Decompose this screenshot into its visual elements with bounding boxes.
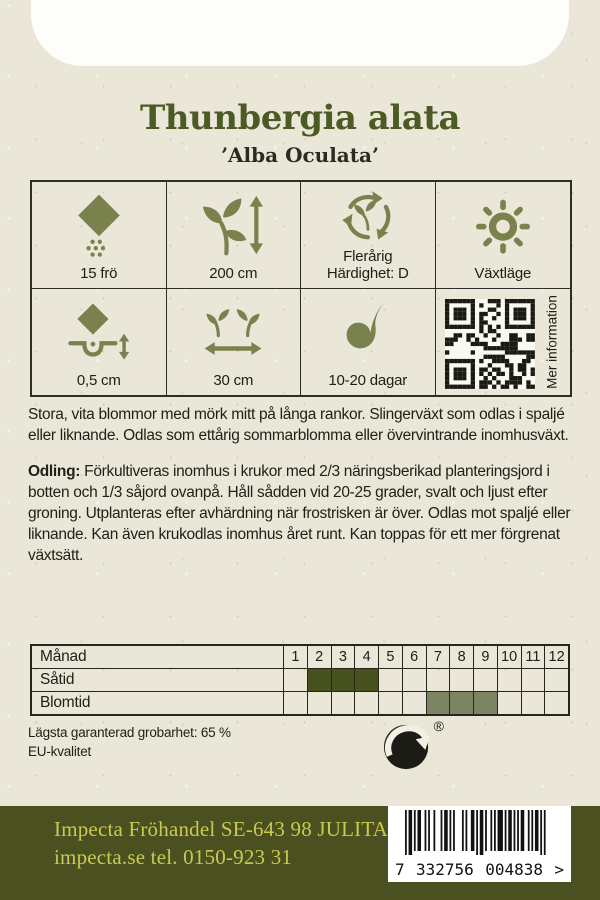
info-cell-plant-spacing xyxy=(167,289,302,396)
calendar-cell xyxy=(427,669,451,691)
calendar-month-8: 8 xyxy=(450,646,474,668)
info-cell-plant-height xyxy=(167,182,302,289)
calendar-cell xyxy=(379,692,403,714)
info-cell-lifecycle xyxy=(301,182,436,289)
info-cell-seed-count xyxy=(32,182,167,289)
calendar-month-1: 1 xyxy=(284,646,308,668)
calendar-header-label: Månad xyxy=(32,646,284,668)
footer-contact: impecta.se tel. 0150-923 31 xyxy=(54,845,293,869)
calendar-cell xyxy=(545,692,568,714)
germination-time-label: 10-20 dagar xyxy=(328,372,408,389)
calendar-cell xyxy=(450,692,474,714)
calendar-cell xyxy=(379,669,403,691)
calendar-cell xyxy=(284,692,308,714)
calendar-month-2: 2 xyxy=(308,646,332,668)
calendar-cell xyxy=(498,669,522,691)
calendar-row-bloom xyxy=(32,691,568,714)
plant-spacing-label: 30 cm xyxy=(213,372,254,389)
calendar-cell xyxy=(403,669,427,691)
green-dot-icon xyxy=(382,718,444,773)
variety-name: ’Alba Oculata’ xyxy=(221,143,379,167)
sowing-depth-icon xyxy=(67,289,131,373)
calendar-row-sowing xyxy=(32,668,568,691)
calendar-cell xyxy=(498,692,522,714)
bloom-row-label: Blomtid xyxy=(32,692,284,714)
qr-code-icon xyxy=(445,299,535,389)
sowing-depth-label: 0,5 cm xyxy=(76,372,121,389)
plant-title: Thunbergia alata xyxy=(139,98,461,138)
registered-mark: ® xyxy=(433,718,444,734)
info-cell-position xyxy=(436,182,571,289)
seed-count-label: 15 frö xyxy=(80,264,118,282)
calendar-cell xyxy=(545,669,568,691)
plant-height-label: 200 cm xyxy=(209,264,258,282)
calendar-cell xyxy=(403,692,427,714)
sun-icon xyxy=(474,182,532,265)
calendar-month-6: 6 xyxy=(403,646,427,668)
position-label: Växtläge xyxy=(474,264,532,282)
calendar-month-5: 5 xyxy=(379,646,403,668)
info-cell-sowing-depth xyxy=(32,289,167,396)
sowing-row-label: Såtid xyxy=(32,669,284,691)
calendar-cell xyxy=(308,669,332,691)
info-icon-grid xyxy=(30,180,572,397)
calendar-cell xyxy=(284,669,308,691)
calendar-month-4: 4 xyxy=(355,646,379,668)
lifecycle-label: Flerårig Härdighet: D xyxy=(326,247,409,282)
calendar-cell xyxy=(332,692,356,714)
info-cell-more-information xyxy=(436,289,571,396)
cultivation-text: Förkultiveras inomhus i krukor med 2/3 näringsberikad planteringsjord i botten och 1/3 såjord ovanpå. Håll sådden vid 20-25 grader, svalt och ljust efter groning. Utplanteras efter avhärdning när frostrisken är över. Odlas mot spaljé eller liknande. Kan även krukodlas inomhus året runt. Kan toppas för ett mer förgrenat växtsätt. xyxy=(28,463,571,564)
barcode-bars xyxy=(403,810,555,855)
description-block xyxy=(28,404,574,566)
calendar-month-11: 11 xyxy=(522,646,546,668)
calendar-month-12: 12 xyxy=(548,649,565,665)
calendar-cell xyxy=(474,692,498,714)
perennial-icon xyxy=(340,182,396,248)
footer-address: Impecta Fröhandel SE-643 98 JULITA xyxy=(54,817,389,841)
barcode xyxy=(388,806,571,882)
info-cell-germination-time xyxy=(301,289,436,396)
footer-band xyxy=(0,806,600,900)
calendar-cell xyxy=(474,669,498,691)
calendar-cell xyxy=(355,692,379,714)
seed-bag-icon xyxy=(70,182,128,265)
calendar-cell xyxy=(522,692,546,714)
germination-note: Lägsta garanterad grobarhet: 65 % xyxy=(28,725,231,740)
packet-top-flap-cutout xyxy=(31,0,569,66)
calendar-month-10: 10 xyxy=(498,646,522,668)
calendar-cell xyxy=(450,669,474,691)
description-paragraph: Stora, vita blommor med mörk mitt på långa rankor. Slingerväxt som odlas i spaljé eller liknande. Odlas som ettårig sommarblomma eller övervintrande inomhusväxt. xyxy=(28,406,569,444)
calendar-cell xyxy=(522,669,546,691)
calendar-month-9: 9 xyxy=(474,646,498,668)
calendar-cell xyxy=(355,669,379,691)
calendar-header-row xyxy=(32,646,568,668)
barcode-digits: 7 332756 004838 > xyxy=(395,860,564,879)
calendar-cell xyxy=(427,692,451,714)
plant-height-icon xyxy=(198,182,268,265)
germination-icon xyxy=(341,289,395,373)
sowing-calendar xyxy=(30,644,570,716)
calendar-cell xyxy=(308,692,332,714)
quality-note: EU-kvalitet xyxy=(28,744,92,759)
calendar-cell xyxy=(332,669,356,691)
cultivation-label: Odling: xyxy=(28,463,81,480)
calendar-month-3: 3 xyxy=(332,646,356,668)
calendar-month-7: 7 xyxy=(427,646,451,668)
cultivation-paragraph xyxy=(28,461,574,566)
qr-code-label: Mer information xyxy=(544,294,560,389)
plant-spacing-icon xyxy=(200,289,266,373)
